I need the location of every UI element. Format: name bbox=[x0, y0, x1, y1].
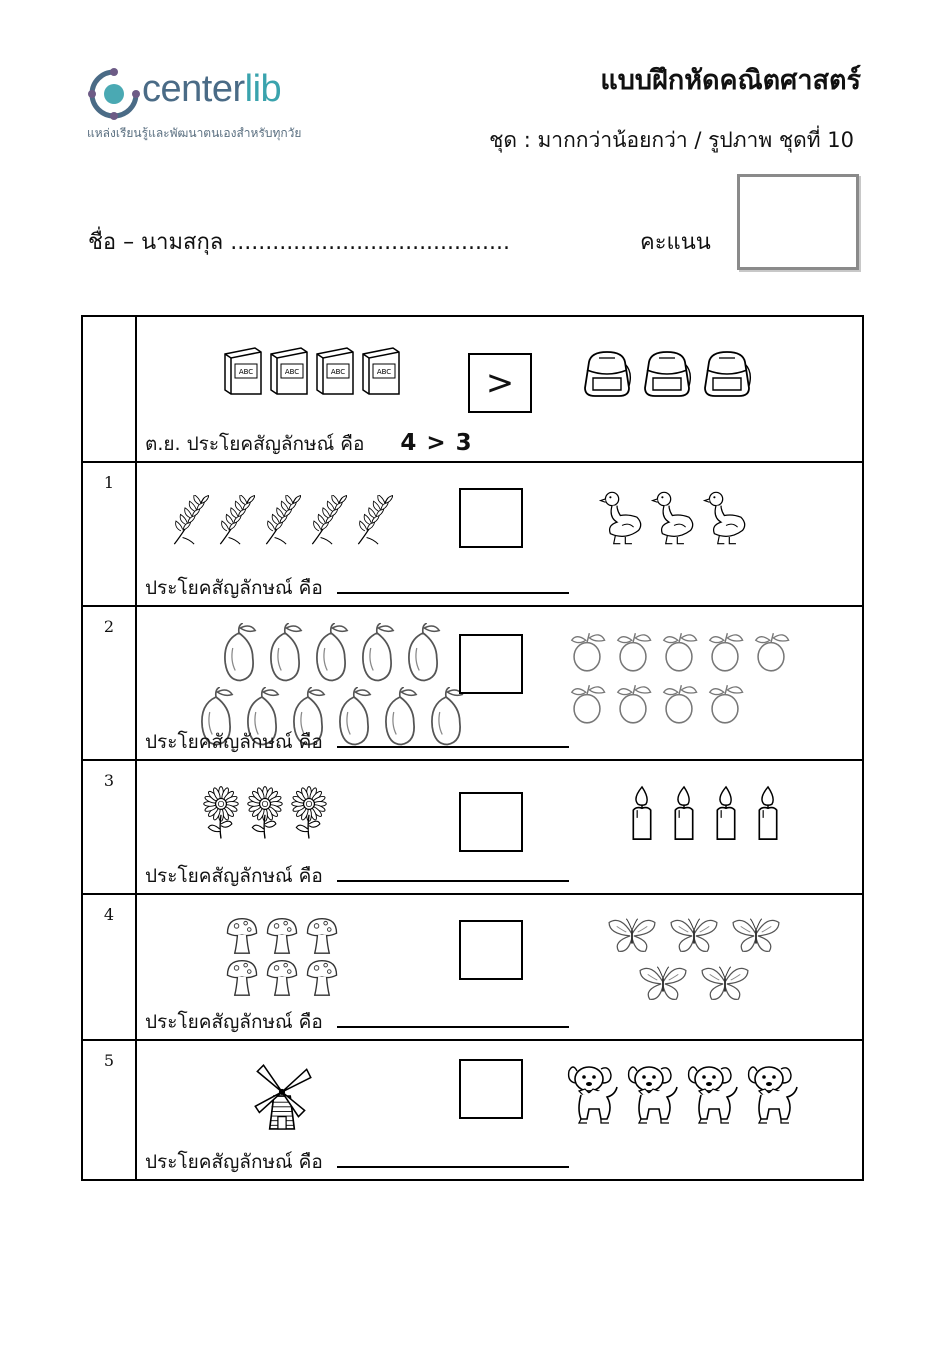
butterfly-icon bbox=[666, 913, 722, 955]
example-answer: 4 > 3 bbox=[400, 430, 473, 456]
fruit-icon bbox=[613, 681, 653, 727]
mushroom-icon bbox=[223, 957, 261, 997]
example-row bbox=[82, 316, 863, 462]
candle-icon bbox=[711, 785, 741, 843]
answer-line[interactable] bbox=[337, 880, 569, 882]
sentence-label: ประโยคสัญลักษณ์ คือ bbox=[145, 1011, 323, 1033]
fruit-icon bbox=[659, 681, 699, 727]
answer-symbol-box[interactable] bbox=[459, 920, 523, 980]
left-picture-group bbox=[249, 1057, 329, 1131]
question-sentence bbox=[145, 727, 569, 757]
svg-text:ABC: ABC bbox=[330, 368, 346, 376]
right-picture-group bbox=[579, 347, 755, 399]
puppy-icon bbox=[627, 1059, 685, 1129]
book-icon bbox=[359, 345, 403, 397]
svg-text:ABC: ABC bbox=[238, 368, 254, 376]
left-picture-group bbox=[221, 345, 403, 397]
question-content bbox=[136, 1040, 863, 1180]
worksheet-table bbox=[81, 315, 864, 1181]
row-number-cell bbox=[82, 606, 136, 760]
answer-line[interactable] bbox=[337, 592, 569, 594]
puppy-icon bbox=[747, 1059, 805, 1129]
wheat-icon bbox=[309, 495, 347, 547]
svg-text:ABC: ABC bbox=[284, 368, 300, 376]
flower-icon bbox=[245, 785, 285, 841]
logo-mark-icon bbox=[84, 66, 144, 126]
backpack-icon bbox=[699, 347, 755, 399]
right-picture-group bbox=[599, 913, 789, 1003]
question-number: 4 bbox=[103, 905, 115, 924]
right-picture-group bbox=[627, 785, 807, 843]
fruit-icon bbox=[705, 681, 745, 727]
row-number-cell bbox=[82, 462, 136, 606]
answer-symbol-box[interactable] bbox=[459, 634, 523, 694]
mango-icon bbox=[264, 623, 306, 683]
page-subtitle: ชุด : มากกว่าน้อยกว่า / รูปภาพ ชุดที่ 10 bbox=[489, 128, 854, 152]
fruit-icon bbox=[613, 629, 653, 675]
logo-wordmark: centerlib bbox=[142, 68, 282, 110]
wheat-icon bbox=[217, 495, 255, 547]
right-picture-group bbox=[567, 1059, 817, 1129]
mango-icon bbox=[402, 623, 444, 683]
mango-icon bbox=[310, 623, 352, 683]
sentence-label: ต.ย. ประโยคสัญลักษณ์ คือ bbox=[145, 433, 365, 455]
comparison-symbol-box: > bbox=[468, 353, 532, 413]
question-row bbox=[82, 606, 863, 760]
row-number-cell bbox=[82, 760, 136, 894]
question-sentence bbox=[145, 1007, 569, 1037]
mango-icon bbox=[356, 623, 398, 683]
flower-icon bbox=[289, 785, 329, 841]
question-row bbox=[82, 462, 863, 606]
fruit-icon bbox=[567, 629, 607, 675]
question-sentence bbox=[145, 861, 569, 891]
mango-icon bbox=[218, 623, 260, 683]
mushroom-icon bbox=[263, 957, 301, 997]
fruit-icon bbox=[567, 681, 607, 727]
sentence-label: ประโยคสัญลักษณ์ คือ bbox=[145, 577, 323, 599]
mushroom-icon bbox=[303, 957, 341, 997]
question-content bbox=[136, 606, 863, 760]
wheat-icon bbox=[263, 495, 301, 547]
duck-icon bbox=[599, 489, 645, 547]
puppy-icon bbox=[567, 1059, 625, 1129]
question-row bbox=[82, 1040, 863, 1180]
row-number-cell bbox=[82, 316, 136, 462]
candle-icon bbox=[627, 785, 657, 843]
question-number: 3 bbox=[103, 771, 115, 790]
answer-line[interactable] bbox=[337, 1166, 569, 1168]
duck-icon bbox=[703, 489, 749, 547]
question-number: 1 bbox=[103, 473, 115, 492]
sentence-label: ประโยคสัญลักษณ์ คือ bbox=[145, 1151, 323, 1173]
question-sentence bbox=[145, 573, 569, 603]
mushroom-icon bbox=[223, 915, 261, 955]
puppy-icon bbox=[687, 1059, 745, 1129]
fruit-icon bbox=[751, 629, 791, 675]
backpack-icon bbox=[639, 347, 695, 399]
butterfly-icon bbox=[728, 913, 784, 955]
score-box[interactable] bbox=[737, 174, 859, 270]
butterfly-icon bbox=[604, 913, 660, 955]
duck-icon bbox=[651, 489, 697, 547]
mushroom-icon bbox=[263, 915, 301, 955]
candle-icon bbox=[753, 785, 783, 843]
row-number-cell bbox=[82, 894, 136, 1040]
fruit-icon bbox=[705, 629, 745, 675]
windmill-icon bbox=[249, 1057, 315, 1131]
wheat-icon bbox=[171, 495, 209, 547]
fruit-icon bbox=[659, 629, 699, 675]
name-field-label: ชื่อ – นามสกุล ........................................ bbox=[88, 230, 510, 255]
right-picture-group bbox=[567, 629, 827, 727]
book-icon bbox=[221, 345, 265, 397]
logo-tagline: แหล่งเรียนรู้และพัฒนาตนเองสำหรับทุกวัย bbox=[87, 126, 302, 140]
answer-line[interactable] bbox=[337, 1026, 569, 1028]
score-label: คะแนน bbox=[640, 230, 711, 255]
svg-text:ABC: ABC bbox=[376, 368, 392, 376]
question-row bbox=[82, 894, 863, 1040]
mushroom-icon bbox=[303, 915, 341, 955]
left-picture-group bbox=[201, 785, 361, 841]
answer-symbol-box[interactable] bbox=[459, 488, 523, 548]
right-picture-group bbox=[599, 489, 799, 547]
question-content bbox=[136, 760, 863, 894]
example-content bbox=[136, 316, 863, 462]
sentence-label: ประโยคสัญลักษณ์ คือ bbox=[145, 865, 323, 887]
backpack-icon bbox=[579, 347, 635, 399]
page-title: แบบฝึกหัดคณิตศาสตร์ bbox=[600, 65, 861, 96]
butterfly-icon bbox=[697, 961, 753, 1003]
book-icon bbox=[267, 345, 311, 397]
left-picture-group bbox=[217, 915, 347, 997]
sentence-label: ประโยคสัญลักษณ์ คือ bbox=[145, 731, 323, 753]
wheat-icon bbox=[355, 495, 393, 547]
question-number: 2 bbox=[103, 617, 115, 636]
question-sentence bbox=[145, 1147, 569, 1177]
question-content bbox=[136, 462, 863, 606]
book-icon bbox=[313, 345, 357, 397]
example-sentence bbox=[145, 429, 473, 459]
flower-icon bbox=[201, 785, 241, 841]
question-content bbox=[136, 894, 863, 1040]
left-picture-group bbox=[171, 495, 411, 547]
question-row bbox=[82, 760, 863, 894]
candle-icon bbox=[669, 785, 699, 843]
brand-logo bbox=[84, 66, 344, 146]
question-number: 5 bbox=[103, 1051, 115, 1070]
answer-symbol-box[interactable] bbox=[459, 792, 523, 852]
row-number-cell bbox=[82, 1040, 136, 1180]
answer-line[interactable] bbox=[337, 746, 569, 748]
butterfly-icon bbox=[635, 961, 691, 1003]
answer-symbol-box[interactable] bbox=[459, 1059, 523, 1119]
